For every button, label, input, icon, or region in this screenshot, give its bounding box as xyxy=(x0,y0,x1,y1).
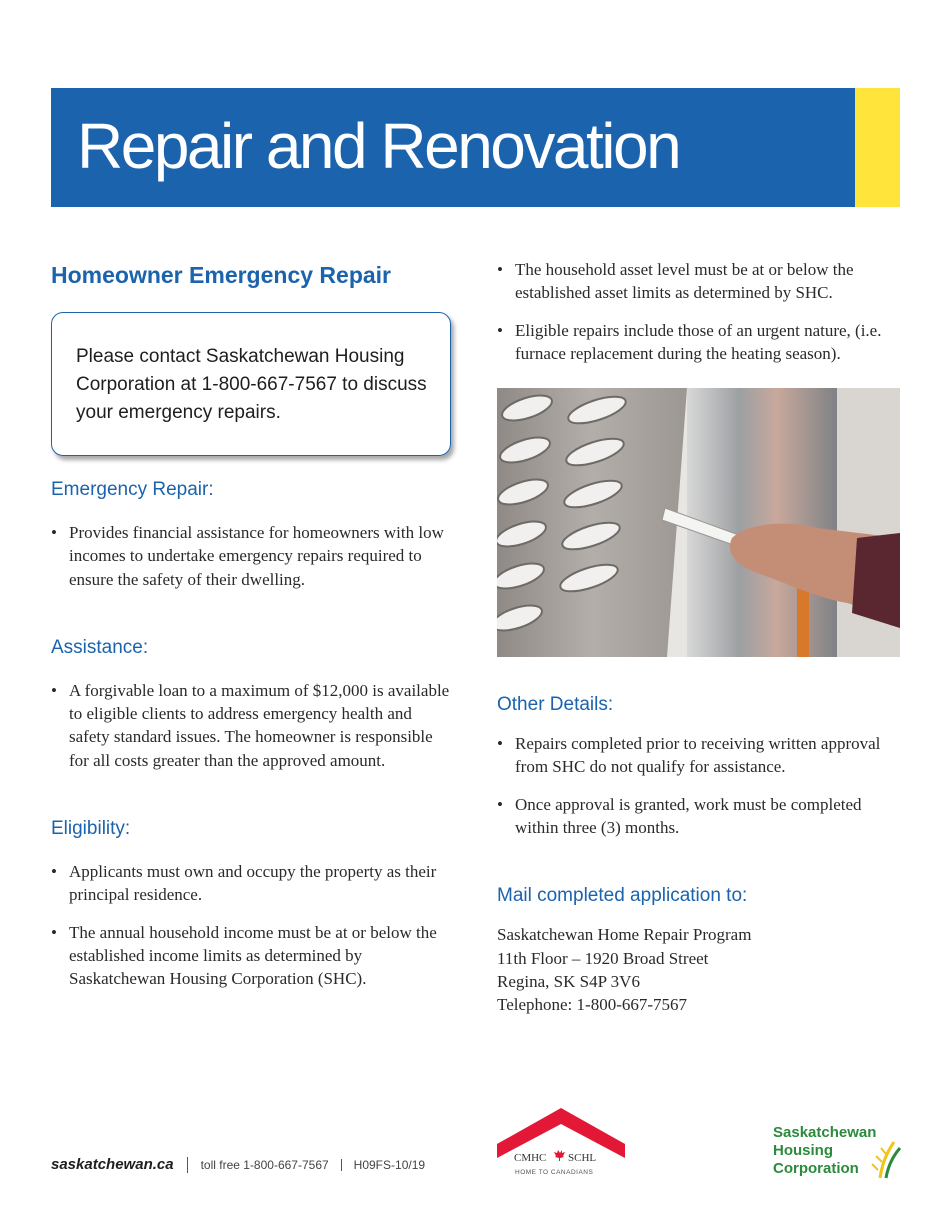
cmhc-name: CMHC xyxy=(514,1152,547,1164)
eligibility-heading: Eligibility: xyxy=(51,818,131,840)
shc-name-line3: Corporation xyxy=(773,1160,859,1177)
emergency-repair-heading: Emergency Repair: xyxy=(51,479,214,500)
assistance-heading: Assistance: xyxy=(51,636,149,658)
address-line: Saskatchewan Home Repair Program xyxy=(497,925,752,945)
assistance-list xyxy=(51,679,451,772)
list-item: • Once approval is granted, work must be completed within three (3) months. xyxy=(497,793,901,840)
furnace-illustration xyxy=(497,388,900,657)
header-accent-bar xyxy=(855,88,900,207)
shc-name-line2: Housing xyxy=(773,1142,833,1159)
website-link[interactable]: saskatchewan.ca xyxy=(51,1156,174,1173)
list-item: • A forgivable loan to a maximum of $12,000 is available to eligible clients to address emergency health and safety standard issues. The homeowner is responsible for all costs greater than the approved amount. xyxy=(51,679,451,772)
contact-box: Please contact Saskatchewan Housing Corporation at 1-800-667-7567 to discuss your emergency repairs. xyxy=(51,312,451,456)
footer xyxy=(51,1156,425,1173)
right-column xyxy=(497,258,901,1017)
furnace-photo xyxy=(497,388,900,657)
list-item: • Applicants must own and occupy the property as their principal residence. xyxy=(51,860,451,907)
list-item: • The annual household income must be at or below the established income limits as determined by Saskatchewan Housing Corporation (SHC). xyxy=(51,921,451,991)
other-details-list xyxy=(497,732,901,839)
cmhc-roof-icon xyxy=(497,1108,625,1158)
footer-divider xyxy=(341,1159,342,1171)
shc-name-line1: Saskatchewan xyxy=(773,1124,877,1141)
mail-heading: Mail completed application to: xyxy=(497,885,748,907)
page-title: Repair and Renovation xyxy=(77,110,680,182)
eligibility-continued-list xyxy=(497,258,901,365)
other-details-heading: Other Details: xyxy=(497,694,614,716)
toll-free-number: toll free 1-800-667-7567 xyxy=(200,1157,329,1172)
footer-divider xyxy=(187,1157,188,1173)
cmhc-logo xyxy=(497,1106,625,1180)
main-heading: Homeowner Emergency Repair xyxy=(51,262,392,288)
list-item: • Provides financial assistance for homeowners with low incomes to undertake emergency repairs required to ensure the safety of their dwelling. xyxy=(51,521,451,591)
shc-logo xyxy=(770,1122,902,1180)
wheat-icon xyxy=(872,1142,900,1178)
maple-leaf-icon xyxy=(554,1150,565,1161)
list-item: • The household asset level must be at or below the established asset limits as determined by SHC. xyxy=(497,258,901,305)
address-line: 11th Floor – 1920 Broad Street xyxy=(497,948,709,968)
list-item: • Eligible repairs include those of an urgent nature, (i.e. furnace replacement during the heating season). xyxy=(497,319,901,366)
eligibility-list xyxy=(51,860,451,990)
document-code: H09FS-10/19 xyxy=(353,1157,426,1172)
mailing-address xyxy=(497,923,901,1016)
emergency-repair-list xyxy=(51,521,451,591)
list-item: • Repairs completed prior to receiving written approval from SHC do not qualify for assistance. xyxy=(497,732,901,779)
cmhc-tagline: HOME TO CANADIANS xyxy=(515,1169,594,1176)
left-column xyxy=(51,260,451,991)
address-line: Regina, SK S4P 3V6 xyxy=(497,971,640,991)
address-line: Telephone: 1-800-667-7567 xyxy=(497,995,688,1015)
schl-name: SCHL xyxy=(568,1152,597,1164)
